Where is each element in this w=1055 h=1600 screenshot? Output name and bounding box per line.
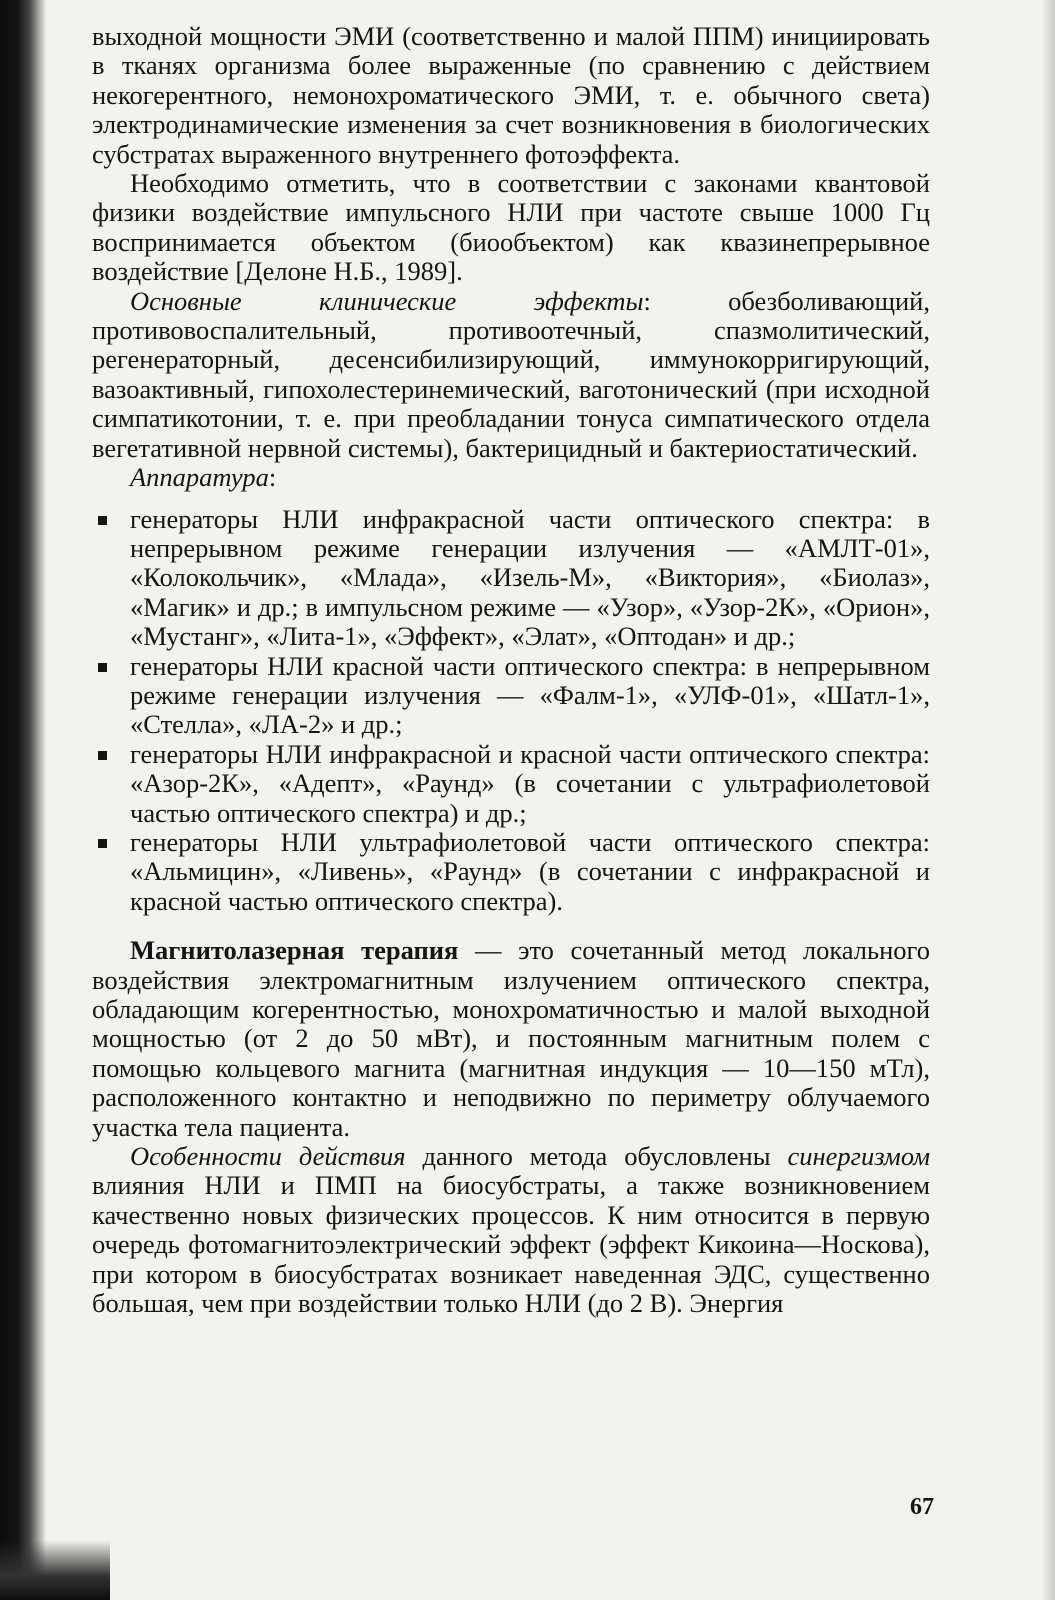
paragraph-photoeffect: выходной мощности ЭМИ (соответственно и малой ППМ) инициировать в тканях организма более выраженные (по сравнению с действием некогерентного, немонохроматического ЭМИ, т. е. обычного света) электродинамические изменения за счет возникновения в биологических субстратах выраженного внутреннего фотоэффекта.: [92, 21, 930, 169]
list-item-text: генераторы НЛИ ультрафиолетовой части оптического спектра: «Альмицин», «Ливень», «Раунд» (в сочетании с инфракрасной и красной частью оптического спектра).: [130, 826, 930, 916]
equipment-list: [92, 505, 930, 917]
equipment-label: Аппаратура: [130, 462, 269, 493]
page-edge-shadow: [1041, 0, 1055, 1600]
paragraph-clinical-effects: [92, 287, 930, 463]
paragraph-quantum-physics: Необходимо отметить, что в соответствии с законами квантовой физики воздействие импульсного НЛИ при частоте свыше 1000 Гц воспринимается объектом (биообъектом) как квазинепрерывное воздействие [Делоне Н.Б., 1989].: [92, 168, 930, 287]
list-item: [92, 740, 930, 828]
section-gap: [92, 916, 930, 936]
list-item: [92, 505, 930, 652]
action-features-text-2: влияния НЛИ и ПМП на биосубстраты, а также возникновением качественно новых физических процессов. К ним относится в первую очередь фотомагнитоэлектрический эффект (эффект Кикоина—Носкова), при котором в биосубстратах возникает наведенная ЭДС, существенно большая, чем при воздействии только НЛИ (до 2 В). Энергия: [92, 1170, 930, 1319]
list-item-text: генераторы НЛИ инфракрасной части оптического спектра: в непрерывном режиме генерации излучения — «АМЛТ-01», «Колокольчик», «Млада», «Изель-М», «Виктория», «Биолаз», «Магик» и др.; в импульсном режиме — «Узор», «Узор-2К», «Орион», «Мустанг», «Лита-1», «Эффект», «Элат», «Оптодан» и др.;: [130, 503, 930, 652]
equipment-label-colon: :: [268, 462, 277, 493]
synergism-term: синергизмом: [787, 1141, 930, 1172]
list-item-text: генераторы НЛИ красной части оптического спектра: в непрерывном режиме генерации излучения — «Фалм-1», «УЛФ-01», «Шатл-1», «Стелла», «ЛА-2» и др.;: [130, 650, 930, 740]
list-item: [92, 652, 930, 740]
paragraph-action-features: [92, 1142, 930, 1318]
bullet-square-icon: [98, 516, 107, 525]
bullet-square-icon: [98, 663, 107, 672]
bullet-square-icon: [98, 751, 107, 760]
bullet-square-icon: [98, 839, 107, 848]
magnetolaser-term: Магнитолазерная терапия: [130, 935, 459, 966]
list-item: [92, 828, 930, 916]
page-number: 67: [910, 1494, 934, 1520]
action-features-label: Особенности действия: [130, 1141, 406, 1172]
paragraph-magnetolaser-definition: [92, 936, 930, 1142]
page-body: [92, 22, 930, 1318]
clinical-effects-text: : обезболивающий, противовоспалительный, противоотечный, спазмолитический, регенераторный, десенсибилизирующий, иммунокорригирующий, вазоактивный, гипохолестеринемический, ваготонический (при исходной симпатикотонии, т. е. при преобладании тонуса симпатического отдела вегетативной нервной системы), бактерицидный и бактериостатический.: [92, 285, 930, 463]
magnetolaser-definition-text: — это сочетанный метод локального воздействия электромагнитным излучением оптического спектра, обладающим когерентностью, монохроматичностью и малой выходной мощностью (от 2 до 50 мВт), и постоянным магнитным полем с помощью кольцевого магнита (магнитная индукция — 10—150 мТл), расположенного контактно и неподвижно по периметру облучаемого участка тела пациента.: [92, 935, 930, 1142]
action-features-text-1: данного метода обусловлены: [405, 1141, 788, 1172]
page-corner-shadow: [0, 1540, 110, 1600]
book-spine-shadow: [0, 0, 46, 1600]
clinical-effects-label: Основные клинические эффекты: [130, 285, 644, 316]
equipment-heading: [92, 463, 930, 492]
list-item-text: генераторы НЛИ инфракрасной и красной части оптического спектра: «Азор-2К», «Адепт», «Раунд» (в сочетании с ультрафиолетовой частью оптического спектра) и др.;: [130, 738, 930, 828]
